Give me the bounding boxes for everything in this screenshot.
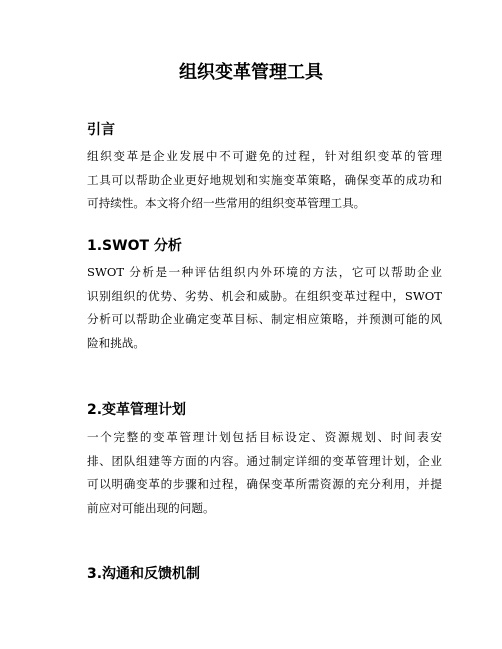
section-body-change-plan (87, 426, 442, 520)
section-body-introduction (87, 145, 442, 216)
section-body-swot (87, 261, 442, 355)
paragraph-line: 一个完整的变革管理计划包括目标设定、资源规划、时间表安 (87, 430, 442, 444)
paragraph-line: 识别组织的优势、劣势、机会和威胁。在组织变革过程中，SWOT (87, 288, 442, 303)
section-heading-communication: 3.沟通和反馈机制 (87, 566, 201, 582)
paragraph-line: SWOT 分析是一种评估组织内外环境的方法，它可以帮助企业 (87, 265, 442, 279)
paragraph-line: 工具可以帮助企业更好地规划和实施变革策略，确保变革的成功和 (87, 172, 442, 187)
paragraph-line: 分析可以帮助企业确定变革目标、制定相应策略，并预测可能的风 (87, 312, 442, 326)
paragraph-line: 险和挑战。 (87, 335, 145, 350)
section-heading-swot: 1.SWOT 分析 (87, 238, 182, 254)
paragraph-line: 组织变革是企业发展中不可避免的过程，针对组织变革的管理 (87, 149, 442, 163)
paragraph-line: 前应对可能出现的问题。 (87, 500, 215, 515)
section-heading-introduction: 引言 (87, 122, 115, 138)
paragraph-line: 可持续性。本文将介绍一些常用的组织变革管理工具。 (87, 196, 366, 210)
paragraph-line: 排、团队组建等方面的内容。通过制定详细的变革管理计划，企业 (87, 453, 442, 468)
document-title: 组织变革管理工具 (179, 62, 323, 83)
paragraph-line: 可以明确变革的步骤和过程，确保变革所需资源的充分利用，并提 (87, 477, 442, 491)
section-heading-change-plan: 2.变革管理计划 (87, 402, 187, 418)
